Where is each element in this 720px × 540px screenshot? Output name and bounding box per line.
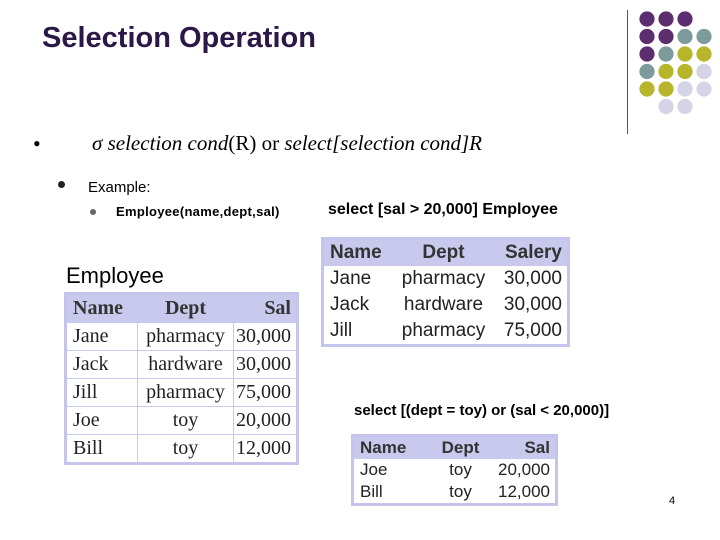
cell-sal: 12,000: [498, 482, 550, 501]
decorative-dot: [658, 11, 673, 26]
bullet-dot: [58, 181, 65, 188]
query-sal-filter: select [sal > 20,000] Employee: [328, 201, 558, 218]
cell-sal: 12,000: [234, 435, 298, 464]
cell-dept: hardware: [403, 294, 484, 315]
sigma-symbol: σ: [92, 131, 103, 155]
table-header-row: [66, 294, 298, 323]
cell-dept: toy: [138, 435, 234, 464]
decorative-dot: [677, 11, 692, 26]
column-header: Name: [66, 294, 138, 323]
formula-or: or: [256, 131, 285, 155]
query-dept-or-sal: select [(dept = toy) or (sal < 20,000)]: [354, 402, 610, 419]
decorative-dot: [696, 29, 711, 44]
cell-name: Jill: [330, 320, 353, 341]
decorative-divider: [627, 10, 628, 134]
cell-sal: 75,000: [234, 379, 298, 407]
cell-dept: pharmacy: [401, 320, 486, 341]
cell-name: Jane: [330, 268, 372, 289]
decorative-dot: [696, 64, 711, 79]
cell-sal: 20,000: [234, 407, 298, 435]
decorative-dot: [658, 29, 673, 44]
employee-table: [64, 292, 299, 465]
cell-name: Jack: [66, 351, 138, 379]
sub-bullet-dot: [90, 209, 96, 215]
decorative-dot: [639, 11, 654, 26]
column-header: Sal: [495, 436, 557, 460]
result-table-sal-filter: [321, 237, 570, 347]
decorative-dot: [639, 64, 654, 79]
decorative-dot-grid: [636, 10, 720, 120]
cell-sal: 30,000: [503, 294, 562, 315]
cell-dept: pharmacy: [138, 379, 234, 407]
decorative-dot: [639, 29, 654, 44]
table-row: [66, 435, 298, 464]
cell-sal: 30,000: [234, 351, 298, 379]
table-row: [353, 481, 557, 505]
cell-name: Jill: [66, 379, 138, 407]
employee-schema: Employee(name,dept,sal): [116, 204, 280, 219]
formula-cond: selection cond: [102, 131, 229, 155]
column-header: Name: [353, 436, 427, 460]
cell-dept: hardware: [138, 351, 234, 379]
decorative-dot: [658, 46, 673, 61]
decorative-dot: [658, 64, 673, 79]
employee-table-label: Employee: [66, 263, 164, 288]
decorative-dot: [658, 81, 673, 96]
column-header: Name: [323, 239, 395, 267]
cell-dept: pharmacy: [138, 323, 234, 351]
column-header: Dept: [138, 294, 234, 323]
column-header: Dept: [427, 436, 495, 460]
column-header: Dept: [395, 239, 493, 267]
cell-sal: 30,000: [234, 323, 298, 351]
result-table-dept-or-sal: [351, 434, 558, 506]
formula-arg: (R): [228, 131, 257, 155]
decorative-dot: [658, 99, 673, 114]
table-row: [323, 292, 569, 318]
bullet-marker: •: [33, 131, 41, 156]
cell-name: Bill: [360, 482, 383, 501]
table-row: [323, 318, 569, 346]
decorative-dot: [696, 81, 711, 96]
cell-name: Joe: [66, 407, 138, 435]
cell-name: Jack: [330, 294, 370, 315]
example-label: Example:: [88, 179, 151, 196]
page-number: 4: [669, 495, 676, 507]
decorative-dot: [677, 64, 692, 79]
selection-formula: [92, 131, 482, 156]
table-header-row: [353, 436, 557, 460]
decorative-dot: [639, 81, 654, 96]
cell-name: Joe: [360, 460, 388, 479]
table-row: [66, 323, 298, 351]
decorative-dot: [696, 46, 711, 61]
cell-sal: 75,000: [503, 320, 562, 341]
formula-select-expr: select[selection cond]R: [284, 131, 483, 155]
table-row: [66, 379, 298, 407]
column-header: Sal: [234, 294, 298, 323]
decorative-dot: [677, 29, 692, 44]
cell-dept: toy: [449, 482, 472, 501]
table-row: [353, 459, 557, 481]
cell-name: Bill: [66, 435, 138, 464]
decorative-dot: [639, 46, 654, 61]
table-header-row: [323, 239, 569, 267]
decorative-dot: [677, 46, 692, 61]
slide-title: Selection Operation: [42, 22, 316, 54]
cell-dept: toy: [138, 407, 234, 435]
table-row: [66, 407, 298, 435]
cell-sal: 20,000: [498, 460, 550, 479]
table-row: [323, 266, 569, 292]
cell-sal: 30,000: [503, 268, 562, 289]
table-row: [66, 351, 298, 379]
decorative-dot: [677, 81, 692, 96]
cell-dept: toy: [449, 460, 472, 479]
cell-dept: pharmacy: [401, 268, 486, 289]
cell-name: Jane: [66, 323, 138, 351]
column-header: Salery: [493, 239, 569, 267]
decorative-dot: [677, 99, 692, 114]
